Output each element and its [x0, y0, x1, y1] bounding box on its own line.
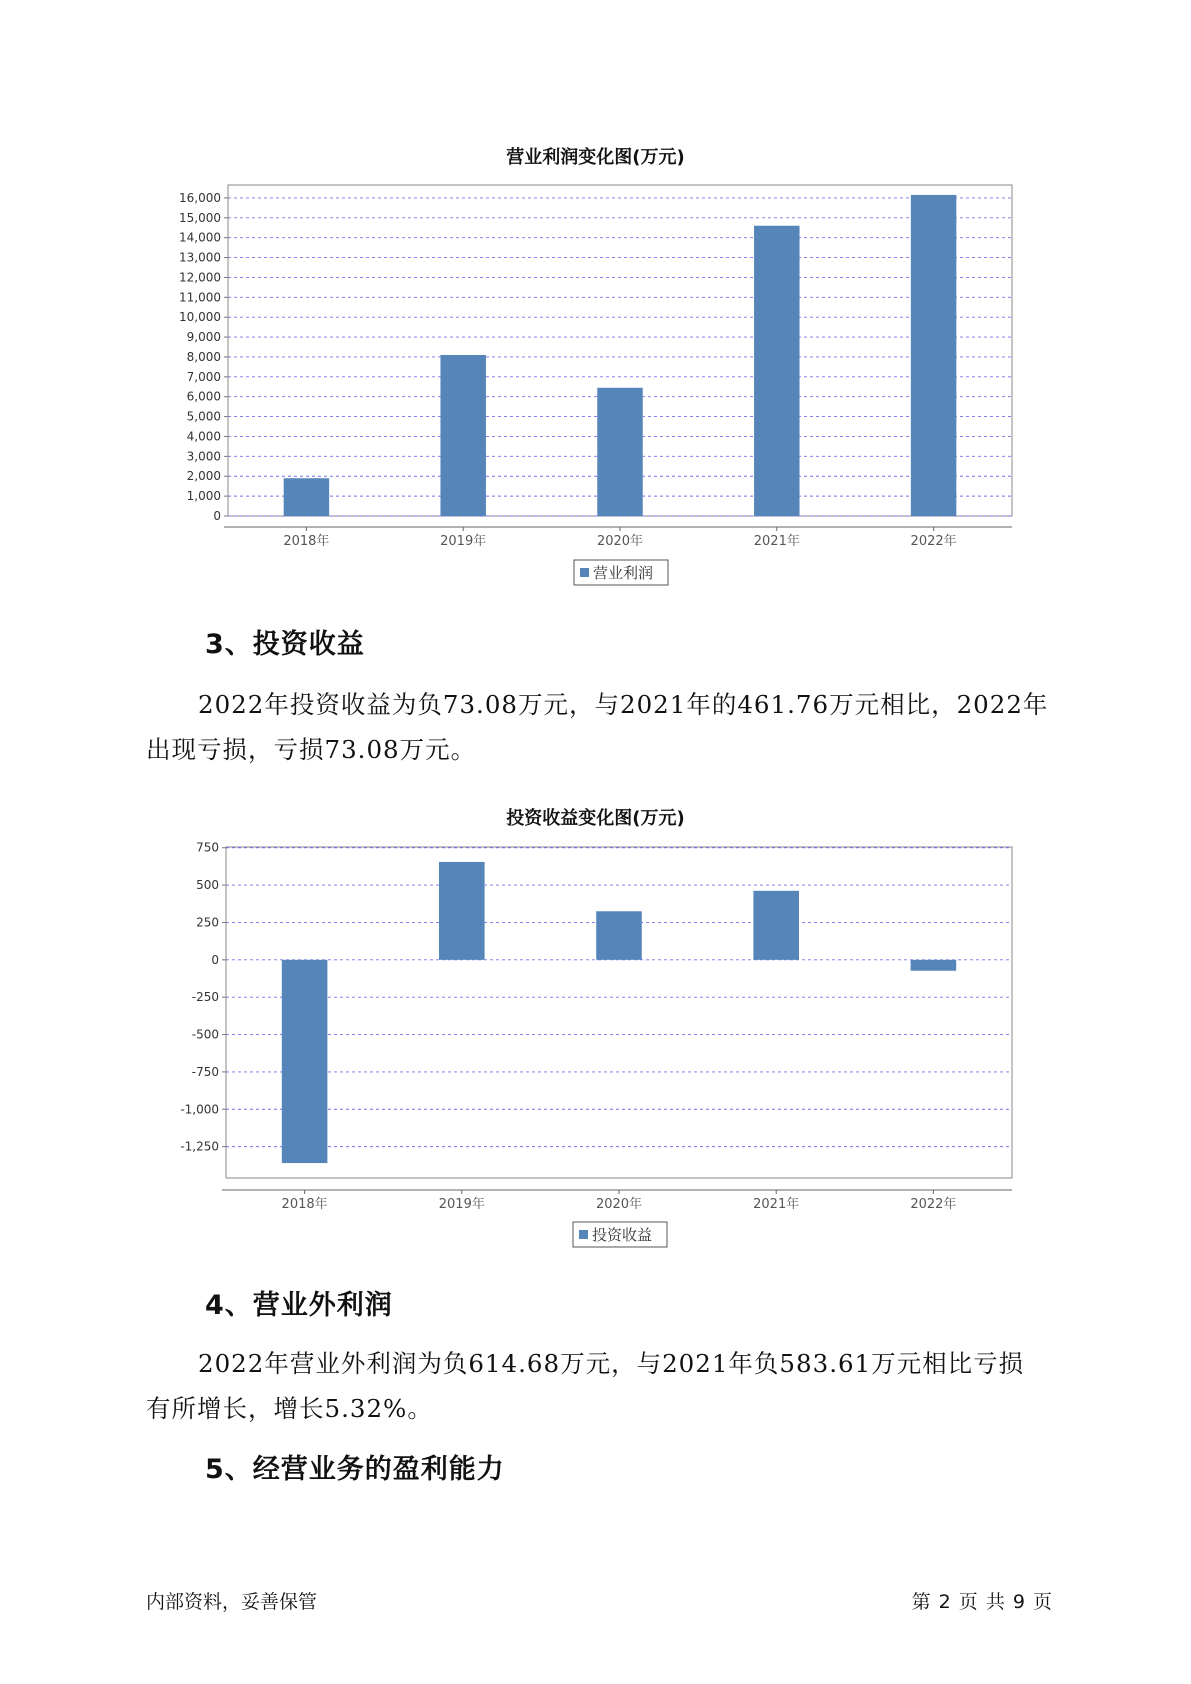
y-tick-label: 6,000: [186, 389, 221, 404]
y-tick-label: -1,000: [180, 1102, 219, 1117]
y-tick-label: 2,000: [186, 469, 221, 484]
y-tick-label: 7,000: [186, 369, 221, 384]
x-tick-label: 2018年: [283, 534, 330, 549]
section-4-heading: 4、营业外利润: [205, 1290, 393, 1321]
y-tick-label: -250: [191, 990, 219, 1005]
section-4-line-2: 有所增长，增长5.32%。: [146, 1394, 433, 1423]
y-tick-label: 500: [196, 878, 219, 893]
y-tick-label: 4,000: [186, 429, 221, 444]
section-3-line-1: 2022年投资收益为负73.08万元，与2021年的461.76万元相比，2022年: [198, 690, 1049, 719]
x-tick-label: 2022年: [910, 1197, 957, 1212]
y-tick-label: 250: [196, 915, 219, 930]
x-tick-label: 2018年: [281, 1197, 328, 1212]
legend-swatch: [579, 1230, 588, 1239]
x-tick-label: 2020年: [595, 1197, 643, 1212]
x-tick-label: 2021年: [753, 534, 800, 549]
y-tick-label: 8,000: [186, 349, 221, 364]
bar-2022年: [911, 960, 957, 971]
bar-2021年: [753, 891, 799, 960]
y-tick-label: 15,000: [179, 210, 221, 225]
footer-confidential-note: 内部资料，妥善保管: [146, 1591, 318, 1613]
section-4-paragraph: [146, 1341, 1066, 1431]
x-tick-label: 2022年: [910, 534, 957, 549]
bar-2019年: [439, 862, 485, 960]
y-tick-label: 750: [196, 840, 219, 855]
bar-2018年: [282, 960, 328, 1163]
chart2-title: 投资收益变化图(万元): [506, 808, 685, 829]
x-tick-label: 2021年: [753, 1197, 800, 1212]
footer-page-number: 第 2 页 共 9 页: [911, 1591, 1053, 1613]
section-3-line-2: 出现亏损，亏损73.08万元。: [146, 735, 477, 764]
section-5-heading: 5、经营业务的盈利能力: [205, 1454, 505, 1485]
chart1-title: 营业利润变化图(万元): [506, 147, 685, 168]
section-4-line-1: 2022年营业外利润为负614.68万元，与2021年负583.61万元相比亏损: [198, 1349, 1025, 1378]
y-tick-label: 13,000: [179, 250, 221, 265]
y-tick-label: 16,000: [179, 190, 221, 205]
y-tick-label: 9,000: [186, 330, 221, 345]
bar-2020年: [596, 911, 642, 960]
legend-label: 营业利润: [593, 564, 654, 582]
y-tick-label: 11,000: [179, 290, 221, 305]
y-tick-label: -500: [191, 1027, 219, 1042]
y-tick-label: 10,000: [179, 310, 221, 325]
legend-label: 投资收益: [592, 1226, 653, 1244]
y-tick-label: 1,000: [186, 489, 221, 504]
y-tick-label: 5,000: [186, 409, 221, 424]
y-tick-label: -750: [191, 1064, 219, 1079]
y-tick-label: 0: [211, 952, 219, 967]
x-tick-label: 2019年: [440, 534, 487, 549]
y-tick-label: 0: [213, 509, 221, 523]
section-3-heading: 3、投资收益: [205, 629, 365, 660]
y-tick-label: 3,000: [186, 449, 221, 464]
plot-area: [226, 847, 1012, 1178]
x-tick-label: 2019年: [438, 1197, 485, 1212]
y-tick-label: -1,250: [180, 1139, 219, 1154]
y-tick-label: 12,000: [179, 270, 221, 285]
x-tick-label: 2020年: [596, 534, 644, 549]
y-tick-label: 14,000: [179, 230, 221, 245]
